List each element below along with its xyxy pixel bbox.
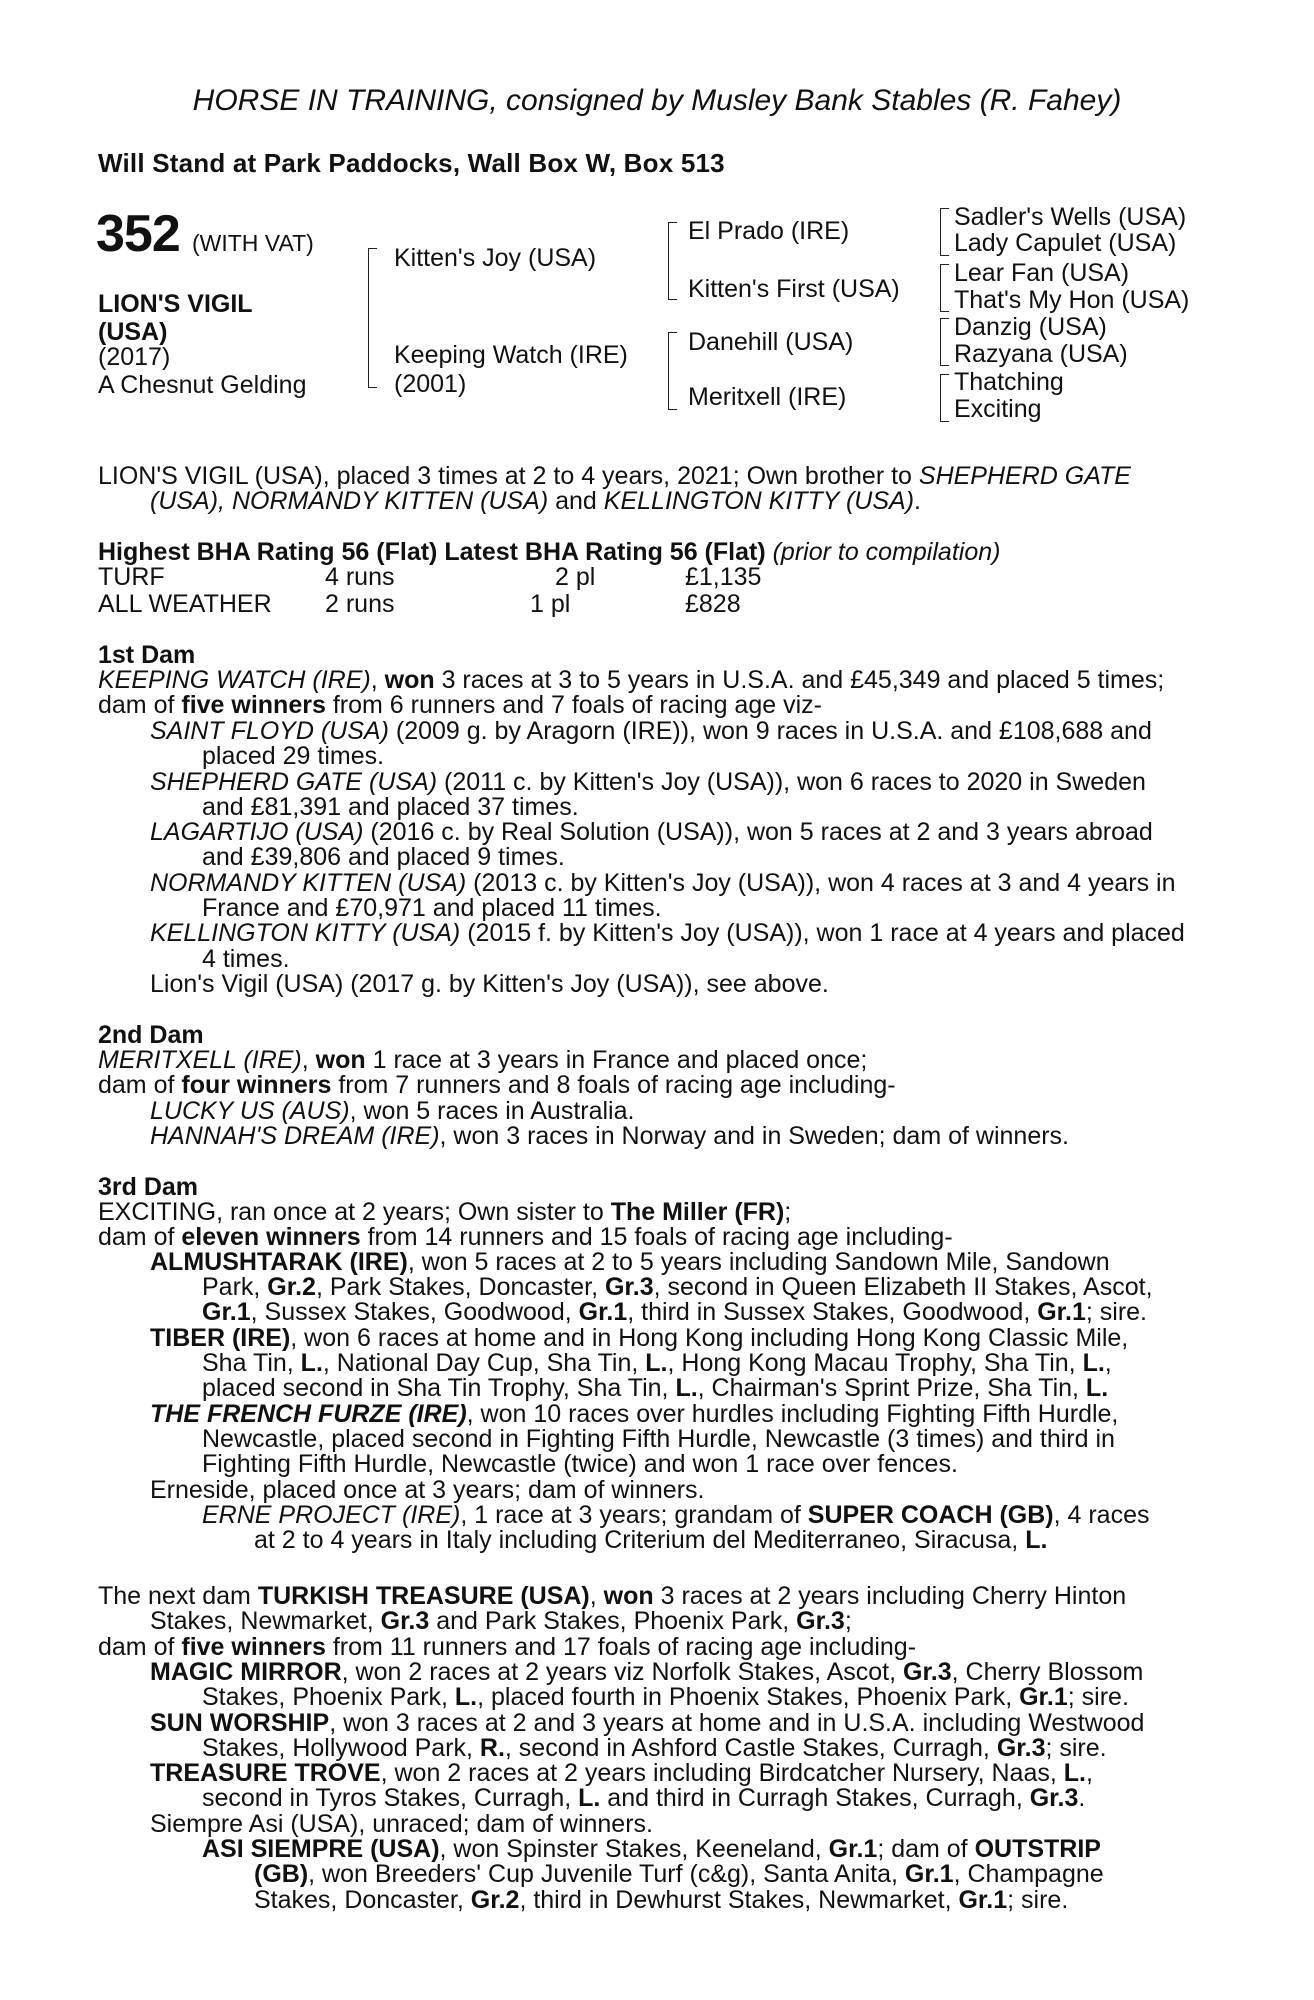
produce-line: Fighting Fifth Hurdle, Newcastle (twice) and won 1 race over fences.	[202, 1450, 958, 1478]
produce-line: (GB), won Breeders' Cup Juvenile Turf (c&g), Santa Anita, Gr.1, Champagne	[254, 1860, 1104, 1888]
summary-line: LION'S VIGIL (USA), placed 3 times at 2 to 4 years, 2021; Own brother to SHEPHERD GATE	[98, 462, 1131, 490]
ratings-runs: 2 runs	[325, 590, 395, 618]
produce-line: HANNAH'S DREAM (IRE), won 3 races in Norway and in Sweden; dam of winners.	[150, 1122, 1069, 1150]
dam-line: dam of five winners from 11 runners and 17 foals of racing age including-	[98, 1633, 917, 1661]
dam-line: The next dam TURKISH TREASURE (USA), won 3 races at 2 years including Cherry Hinton	[98, 1582, 1127, 1610]
produce-line: placed second in Sha Tin Trophy, Sha Tin, L., Chairman's Sprint Prize, Sha Tin, L.	[202, 1374, 1109, 1402]
section-heading: 2nd Dam	[98, 1021, 204, 1049]
produce-line: LAGARTIJO (USA) (2016 c. by Real Solution (USA)), won 5 races at 2 and 3 years abroad	[150, 818, 1153, 846]
dam-line: dam of eleven winners from 14 runners and 15 foals of racing age including-	[98, 1223, 953, 1251]
pedigree-brace	[940, 264, 949, 312]
pedigree-dam-dam: Meritxell (IRE)	[688, 383, 847, 411]
pedigree-sire-dam: Kitten's First (USA)	[688, 275, 900, 303]
dam-line: EXCITING, ran once at 2 years; Own sister to The Miller (FR);	[98, 1198, 792, 1226]
produce-line: KELLINGTON KITTY (USA) (2015 f. by Kitten's Joy (USA)), won 1 race at 4 years and placed	[150, 919, 1185, 947]
produce-line: SHEPHERD GATE (USA) (2011 c. by Kitten's Joy (USA)), won 6 races to 2020 in Sweden	[150, 768, 1146, 796]
ratings-heading: Highest BHA Rating 56 (Flat) Latest BHA Rating 56 (Flat) (prior to compilation)	[98, 538, 1001, 566]
produce-line: and £81,391 and placed 37 times.	[202, 793, 579, 821]
summary-line: (USA), NORMANDY KITTEN (USA) and KELLINGTON KITTY (USA).	[150, 487, 921, 515]
dam-line: KEEPING WATCH (IRE), won 3 races at 3 to 5 years in U.S.A. and £45,349 and placed 5 times;	[98, 666, 1165, 694]
dam-line: MERITXELL (IRE), won 1 race at 3 years in France and placed once;	[98, 1046, 868, 1074]
horse-name: LION'S VIGIL	[98, 290, 253, 318]
produce-line: ERNE PROJECT (IRE), 1 race at 3 years; grandam of SUPER COACH (GB), 4 races	[202, 1501, 1150, 1529]
produce-line: Erneside, placed once at 3 years; dam of winners.	[150, 1476, 705, 1504]
produce-line: ALMUSHTARAK (IRE), won 5 races at 2 to 5 years including Sandown Mile, Sandown	[150, 1248, 1110, 1276]
pedigree-gg2: Lady Capulet (USA)	[954, 229, 1177, 257]
produce-line: Stakes, Phoenix Park, L., placed fourth in Phoenix Stakes, Phoenix Park, Gr.1; sire.	[202, 1683, 1129, 1711]
pedigree-sire-sire: El Prado (IRE)	[688, 217, 850, 245]
produce-line: second in Tyros Stakes, Curragh, L. and third in Curragh Stakes, Curragh, Gr.3.	[202, 1784, 1086, 1812]
horse-description: A Chesnut Gelding	[98, 371, 307, 399]
pedigree-dam-year: (2001)	[394, 370, 467, 398]
ratings-row-turf: TURF	[98, 563, 165, 591]
pedigree-gg4: That's My Hon (USA)	[954, 286, 1190, 314]
ratings-placed: 1 pl	[530, 590, 571, 618]
dam-line: dam of five winners from 6 runners and 7 foals of racing age viz-	[98, 691, 822, 719]
pedigree-dam-sire: Danehill (USA)	[688, 328, 854, 356]
section-heading: 3rd Dam	[98, 1173, 199, 1201]
pedigree-dam: Keeping Watch (IRE)	[394, 341, 628, 369]
ratings-earnings: £828	[685, 590, 741, 618]
produce-line: at 2 to 4 years in Italy including Criterium del Mediterraneo, Siracusa, L.	[254, 1526, 1048, 1554]
pedigree-gg7: Thatching	[954, 368, 1064, 396]
vat-label: (WITH VAT)	[192, 230, 314, 256]
ratings-earnings: £1,135	[685, 563, 762, 591]
pedigree-brace	[668, 332, 677, 410]
pedigree-brace	[940, 318, 949, 366]
produce-line: Sha Tin, L., National Day Cup, Sha Tin, L., Hong Kong Macau Trophy, Sha Tin, L.,	[202, 1349, 1112, 1377]
produce-line: 4 times.	[202, 945, 290, 973]
produce-line: NORMANDY KITTEN (USA) (2013 c. by Kitten's Joy (USA)), won 4 races at 3 and 4 years in	[150, 869, 1176, 897]
ratings-placed: 2 pl	[555, 563, 596, 591]
produce-line: SUN WORSHIP, won 3 races at 2 and 3 years at home and in U.S.A. including Westwood	[150, 1709, 1145, 1737]
produce-line: Gr.1, Sussex Stakes, Goodwood, Gr.1, third in Sussex Stakes, Goodwood, Gr.1; sire.	[202, 1298, 1147, 1326]
produce-line: Newcastle, placed second in Fighting Fifth Hurdle, Newcastle (3 times) and third in	[202, 1425, 1115, 1453]
dam-line: dam of four winners from 7 runners and 8 foals of racing age including-	[98, 1071, 896, 1099]
pedigree-gg1: Sadler's Wells (USA)	[954, 203, 1187, 231]
pedigree-brace	[368, 248, 377, 388]
pedigree-brace	[940, 374, 949, 422]
stand-location: Will Stand at Park Paddocks, Wall Box W, Box 513	[98, 148, 725, 178]
produce-line: TREASURE TROVE, won 2 races at 2 years including Birdcatcher Nursery, Naas, L.,	[150, 1759, 1093, 1787]
produce-line: placed 29 times.	[202, 742, 385, 770]
pedigree-gg3: Lear Fan (USA)	[954, 259, 1130, 287]
produce-line: MAGIC MIRROR, won 2 races at 2 years viz Norfolk Stakes, Ascot, Gr.3, Cherry Blossom	[150, 1658, 1144, 1686]
section-heading: 1st Dam	[98, 641, 196, 669]
pedigree-gg5: Danzig (USA)	[954, 313, 1107, 341]
produce-line: Stakes, Hollywood Park, R., second in Ashford Castle Stakes, Curragh, Gr.3; sire.	[202, 1734, 1107, 1762]
produce-line: and £39,806 and placed 9 times.	[202, 843, 565, 871]
ratings-row-aw: ALL WEATHER	[98, 590, 272, 618]
produce-line: SAINT FLOYD (USA) (2009 g. by Aragorn (IRE)), won 9 races in U.S.A. and £108,688 and	[150, 717, 1152, 745]
pedigree-brace	[668, 222, 677, 300]
pedigree-gg6: Razyana (USA)	[954, 340, 1128, 368]
produce-line: LUCKY US (AUS), won 5 races in Australia.	[150, 1097, 635, 1125]
produce-line: ASI SIEMPRE (USA), won Spinster Stakes, Keeneland, Gr.1; dam of OUTSTRIP	[202, 1835, 1101, 1863]
produce-line: France and £70,971 and placed 11 times.	[202, 894, 662, 922]
page-title: HORSE IN TRAINING, consigned by Musley Bank Stables (R. Fahey)	[192, 84, 1122, 117]
produce-line: Stakes, Doncaster, Gr.2, third in Dewhurst Stakes, Newmarket, Gr.1; sire.	[254, 1886, 1069, 1914]
horse-year: (2017)	[98, 343, 171, 371]
produce-line: Lion's Vigil (USA) (2017 g. by Kitten's Joy (USA)), see above.	[150, 970, 829, 998]
dam-line: Stakes, Newmarket, Gr.3 and Park Stakes, Phoenix Park, Gr.3;	[150, 1607, 852, 1635]
produce-line: TIBER (IRE), won 6 races at home and in Hong Kong including Hong Kong Classic Mile,	[150, 1324, 1129, 1352]
produce-line: Park, Gr.2, Park Stakes, Doncaster, Gr.3, second in Queen Elizabeth II Stakes, Ascot,	[202, 1273, 1153, 1301]
pedigree-sire: Kitten's Joy (USA)	[394, 244, 597, 272]
produce-line: THE FRENCH FURZE (IRE), won 10 races over hurdles including Fighting Fifth Hurdle,	[150, 1400, 1119, 1428]
produce-line: Siempre Asi (USA), unraced; dam of winners.	[150, 1810, 653, 1838]
ratings-runs: 4 runs	[325, 563, 395, 591]
pedigree-gg8: Exciting	[954, 395, 1042, 423]
pedigree-brace	[940, 208, 949, 256]
horse-country: (USA)	[98, 318, 168, 346]
lot-number: 352	[96, 205, 180, 263]
